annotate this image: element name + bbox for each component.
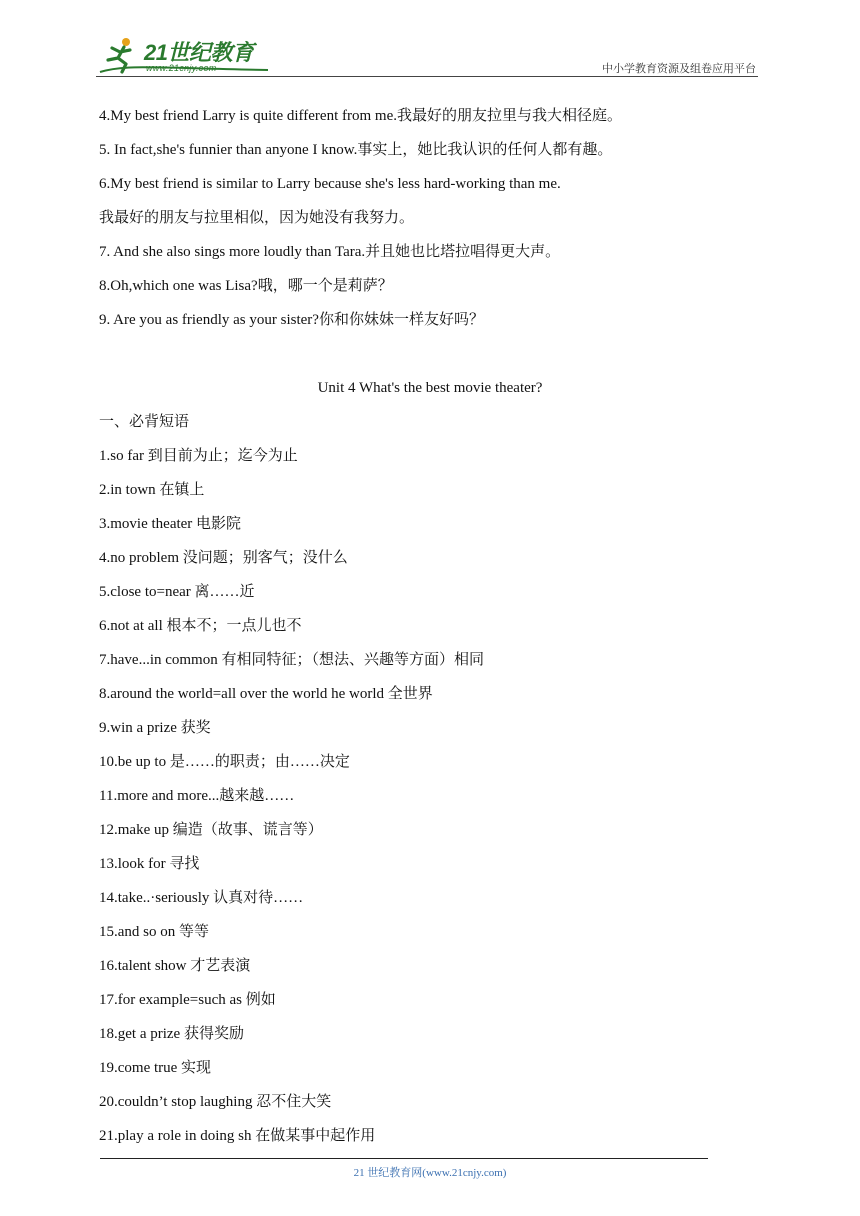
phrase-item: 7.have...in common 有相同特征；（想法、兴趣等方面）相同 [99, 652, 484, 668]
unit-title: Unit 4 What's the best movie theater? [317, 380, 543, 396]
phrase-item: 9.win a prize 获奖 [99, 720, 211, 736]
document-body [99, 99, 739, 1153]
footer-divider [100, 1158, 708, 1159]
phrase-item: 16.talent show 才艺表演 [99, 958, 251, 974]
sentence-line: 5. In fact,she's funnier than anyone I know.事实上，她比我认识的任何人都有趣。 [99, 142, 613, 158]
sentence-line: 6.My best friend is similar to Larry because she's less hard-working than me. [99, 176, 561, 192]
phrase-item: 15.and so on 等等 [99, 924, 209, 940]
sentence-line: 8.Oh,which one was Lisa?哦，哪一个是莉萨？ [99, 278, 393, 294]
phrase-item: 6.not at all 根本不；一点儿也不 [99, 618, 302, 634]
phrase-item: 3.movie theater 电影院 [99, 516, 242, 532]
phrase-item: 21.play a role in doing sh 在做某事中起作用 [99, 1128, 376, 1144]
header-divider [96, 76, 758, 77]
logo-text: 21世纪教育 [144, 40, 254, 65]
phrase-item: 12.make up 编造（故事、谎言等） [99, 822, 323, 838]
phrase-item: 19.come true 实现 [99, 1060, 212, 1076]
phrase-item: 8.around the world=all over the world he world 全世界 [99, 686, 433, 702]
page-header [96, 30, 758, 78]
sentence-line: 我最好的朋友与拉里相似，因为她没有我努力。 [99, 210, 415, 226]
phrase-item: 14.take..·seriously 认真对待…… [99, 890, 304, 906]
phrase-item: 5.close to=near 离……近 [99, 584, 255, 600]
phrase-item: 17.for example=such as 例如 [99, 992, 276, 1008]
page-footer[interactable]: 21 世纪教育网(www.21cnjy.com) [353, 1167, 507, 1179]
phrase-item: 13.look for 寻找 [99, 856, 200, 872]
logo-url: www.21cnjy.com [146, 63, 217, 73]
sentence-line: 7. And she also sings more loudly than Tara.并且她也比塔拉唱得更大声。 [99, 244, 561, 260]
sentence-line: 9. Are you as friendly as your sister?你和你妹妹一样友好吗？ [99, 312, 484, 328]
phrase-item: 10.be up to 是……的职责；由……决定 [99, 754, 350, 770]
header-platform-text: 中小学教育资源及组卷应用平台 [602, 62, 756, 75]
phrase-item: 20.couldn’t stop laughing 忍不住大笑 [99, 1094, 332, 1110]
phrase-item: 11.more and more...越来越…… [99, 788, 295, 804]
phrase-item: 2.in town 在镇上 [99, 482, 205, 498]
phrase-item: 1.so far 到目前为止；迄今为止 [99, 448, 298, 464]
sentence-line: 4.My best friend Larry is quite different from me.我最好的朋友拉里与我大相径庭。 [99, 108, 622, 124]
section-title: 一、必背短语 [99, 414, 190, 430]
phrase-item: 4.no problem 没问题；别客气；没什么 [99, 550, 348, 566]
blank-line [99, 337, 739, 371]
phrase-item: 18.get a prize 获得奖励 [99, 1026, 244, 1042]
